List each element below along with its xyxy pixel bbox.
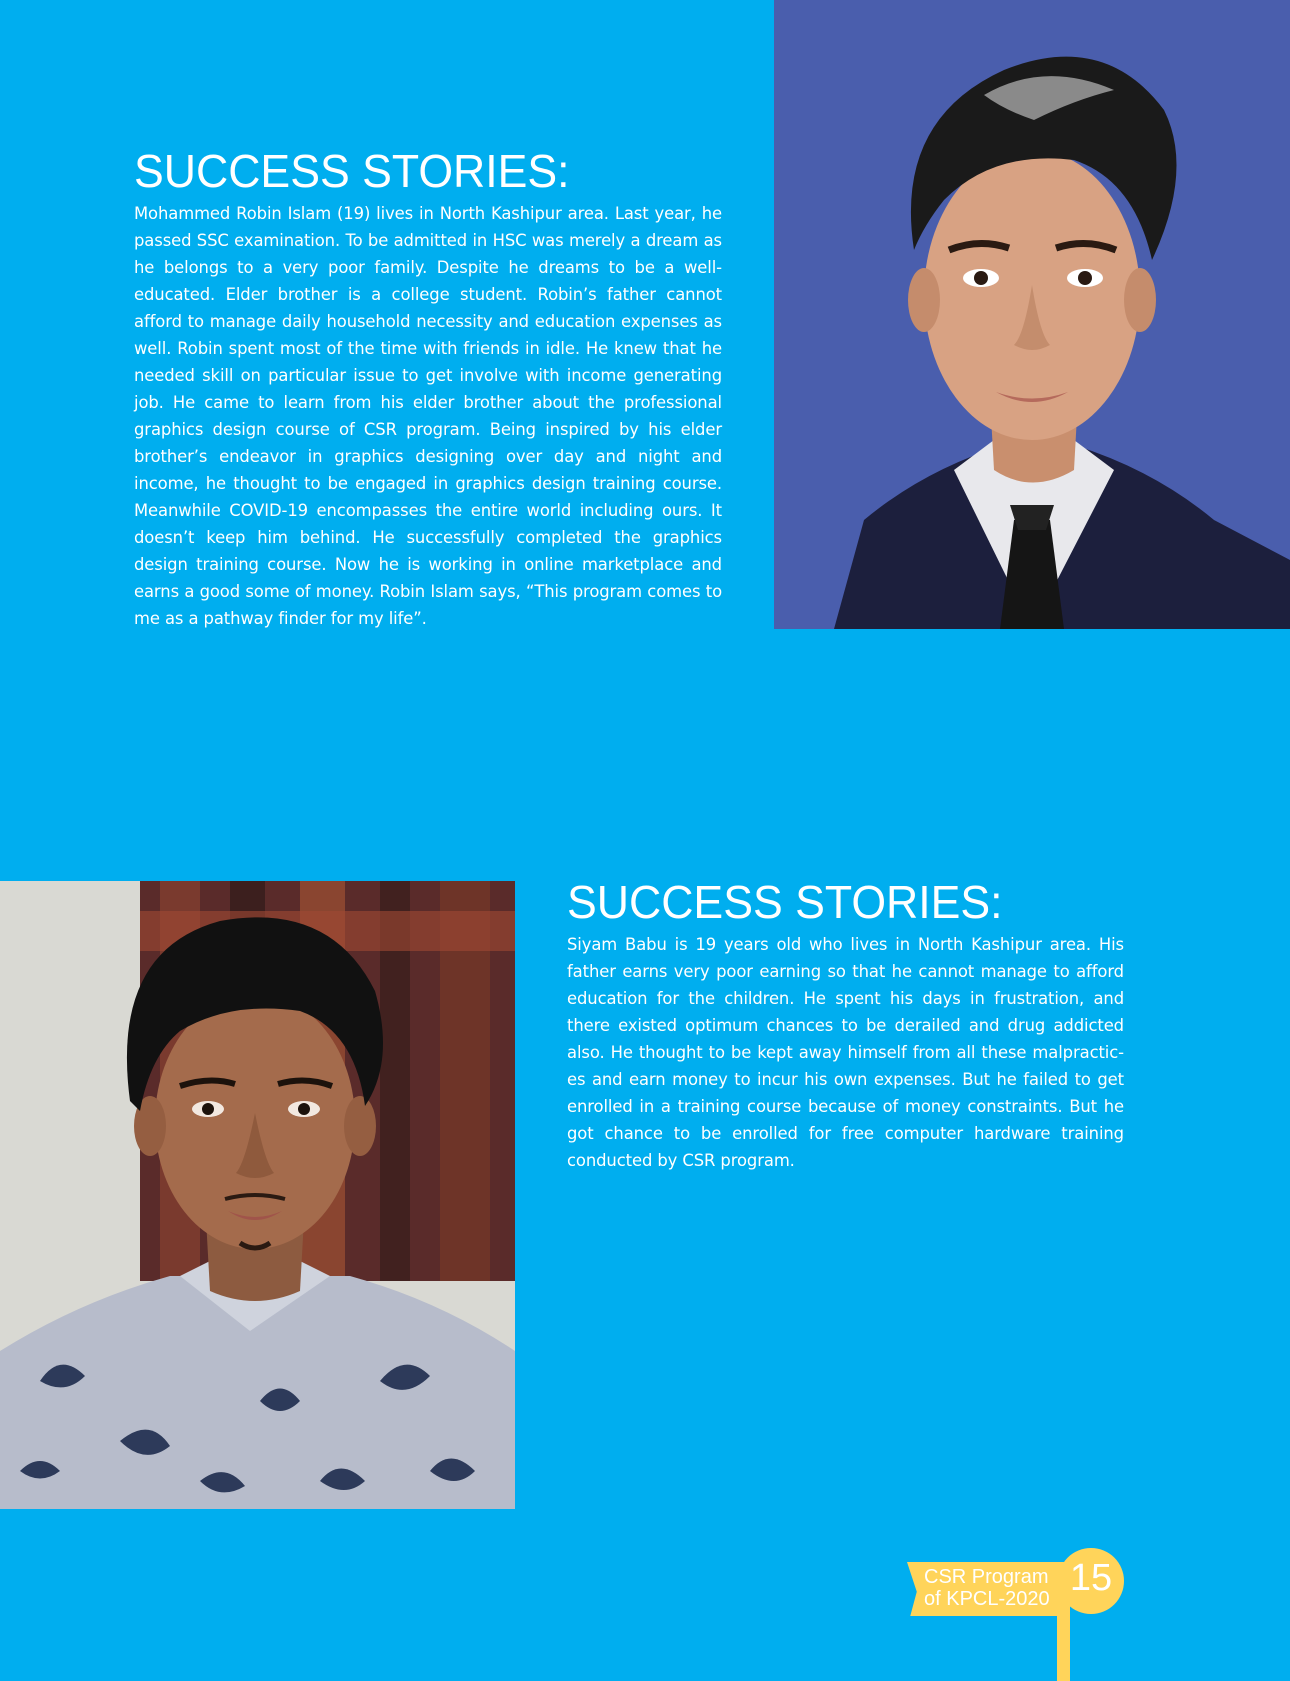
story2-heading: SUCCESS STORIES: <box>567 876 1003 928</box>
page-number: 15 <box>1069 1557 1113 1599</box>
footer-label <box>924 1566 1050 1610</box>
portrait-photo-siyam <box>0 881 515 1509</box>
story1-text: Mohammed Robin Islam (19) lives in North Kashipur area. Last year, he passed SSC examination. To be admitted in HSC was merely a dream as he belongs to a very poor family. Despite he dreams to be a well-educated. Elder brother is a college student. Robin’s father cannot afford to manage daily household necessity and education expenses as well. Robin spent most of the time with friends in idle. He knew that he needed skill on particular issue to get involve with income generating job. He came to learn from his elder brother about the professional graphics design course of CSR program. Being inspired by his elder brother’s endeavor in graphics designing over day and night and income, he thought to be engaged in graphics design training course. Meanwhile COVID-19 encompasses the entire world including ours. It doesn’t keep him behind. He successfully completed the graphics design training course. Now he is working in online marketplace and earns a good some of money. Robin Islam says, “This program comes to me as a pathway finder for my life”. <box>134 204 722 628</box>
page-footer-tag <box>900 1548 1125 1681</box>
story2-text: Siyam Babu is 19 years old who lives in North Kashipur area. His father earns very poor earning so that he cannot manage to afford education for the children. He spent his days in frustration, and there existed optimum chances to be derailed and drug addicted also. He thought to be kept away himself from all these malpractic-es and earn money to incur his own expenses. But he failed to get enrolled in a training course because of money constraints. But he got chance to be enrolled for free computer hardware training conducted by CSR program. <box>567 935 1124 1170</box>
story1-heading: SUCCESS STORIES: <box>134 145 570 197</box>
portrait-photo-robin <box>774 0 1290 629</box>
footer-label-line2: of KPCL-2020 <box>924 1588 1050 1610</box>
footer-label-line1: CSR Program <box>924 1566 1049 1588</box>
